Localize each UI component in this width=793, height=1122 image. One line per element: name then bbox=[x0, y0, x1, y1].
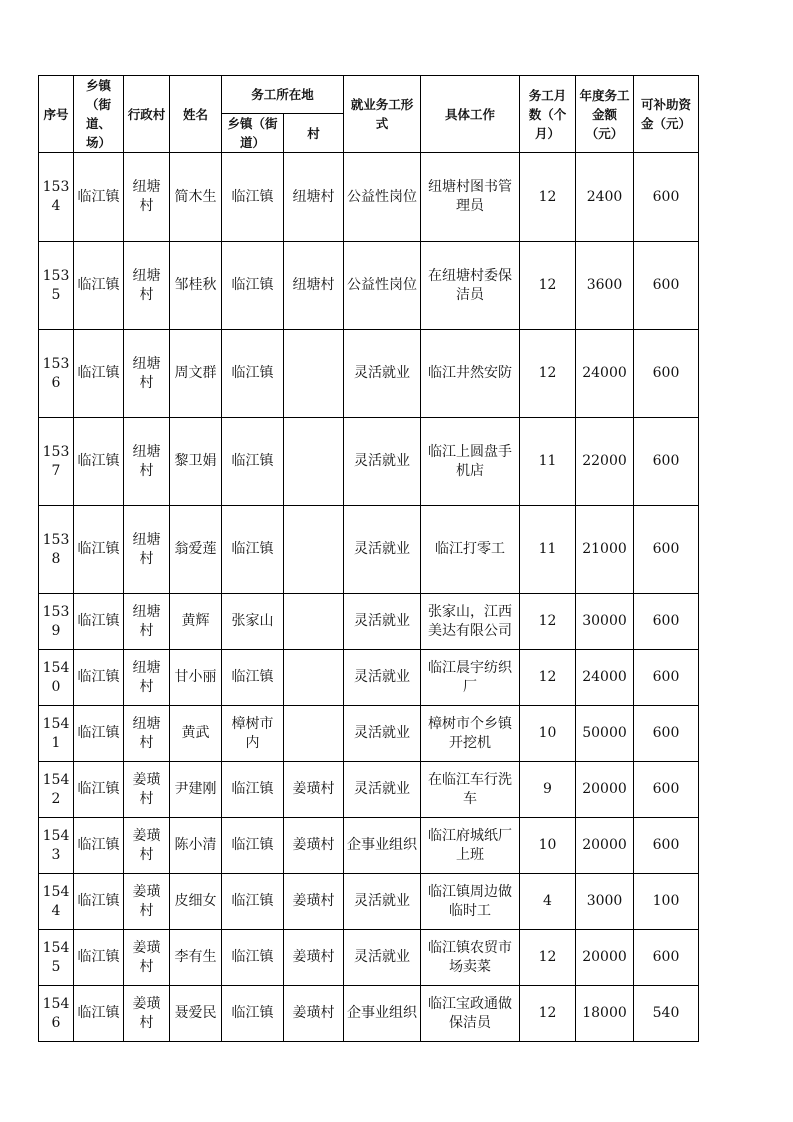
table-row bbox=[39, 153, 699, 242]
months-cell: 12 bbox=[520, 930, 576, 986]
job-cell: 临江井然安防 bbox=[421, 330, 520, 418]
header-job: 具体工作 bbox=[421, 76, 520, 153]
subsidy-cell: 600 bbox=[634, 706, 699, 762]
header-town: 乡镇（街道、场） bbox=[74, 76, 124, 153]
subsidy-cell: 600 bbox=[634, 930, 699, 986]
job-cell: 临江镇周边做临时工 bbox=[421, 874, 520, 930]
table-body bbox=[39, 153, 699, 1042]
header-employment-type: 就业务工形式 bbox=[344, 76, 421, 153]
name-cell: 翁爱莲 bbox=[170, 506, 222, 594]
town-cell: 临江镇 bbox=[74, 330, 124, 418]
employment-type-cell: 灵活就业 bbox=[344, 874, 421, 930]
amount-cell: 18000 bbox=[576, 986, 634, 1042]
work-town-cell: 临江镇 bbox=[222, 506, 284, 594]
work-village-cell bbox=[284, 506, 344, 594]
village-cell: 纽塘村 bbox=[124, 650, 170, 706]
months-cell: 12 bbox=[520, 594, 576, 650]
amount-cell: 24000 bbox=[576, 330, 634, 418]
work-village-cell bbox=[284, 650, 344, 706]
job-cell: 纽塘村图书管理员 bbox=[421, 153, 520, 242]
name-cell: 尹建刚 bbox=[170, 762, 222, 818]
work-village-cell bbox=[284, 594, 344, 650]
seq-cell: 1536 bbox=[39, 330, 74, 418]
village-cell: 纽塘村 bbox=[124, 506, 170, 594]
months-cell: 10 bbox=[520, 818, 576, 874]
town-cell: 临江镇 bbox=[74, 986, 124, 1042]
work-village-cell bbox=[284, 706, 344, 762]
months-cell: 4 bbox=[520, 874, 576, 930]
header-months: 务工月数（个月） bbox=[520, 76, 576, 153]
town-cell: 临江镇 bbox=[74, 650, 124, 706]
village-cell: 纽塘村 bbox=[124, 242, 170, 330]
job-cell: 临江府城纸厂上班 bbox=[421, 818, 520, 874]
work-town-cell: 临江镇 bbox=[222, 762, 284, 818]
seq-cell: 1544 bbox=[39, 874, 74, 930]
amount-cell: 3600 bbox=[576, 242, 634, 330]
work-town-cell: 临江镇 bbox=[222, 242, 284, 330]
table-row bbox=[39, 242, 699, 330]
town-cell: 临江镇 bbox=[74, 594, 124, 650]
subsidy-cell: 600 bbox=[634, 418, 699, 506]
table-row bbox=[39, 706, 699, 762]
town-cell: 临江镇 bbox=[74, 706, 124, 762]
months-cell: 12 bbox=[520, 242, 576, 330]
village-cell: 姜璜村 bbox=[124, 874, 170, 930]
name-cell: 聂爱民 bbox=[170, 986, 222, 1042]
name-cell: 皮细女 bbox=[170, 874, 222, 930]
months-cell: 11 bbox=[520, 418, 576, 506]
job-cell: 临江打零工 bbox=[421, 506, 520, 594]
name-cell: 周文群 bbox=[170, 330, 222, 418]
seq-cell: 1538 bbox=[39, 506, 74, 594]
employment-type-cell: 灵活就业 bbox=[344, 418, 421, 506]
table-row bbox=[39, 506, 699, 594]
amount-cell: 22000 bbox=[576, 418, 634, 506]
table-row bbox=[39, 418, 699, 506]
work-village-cell: 姜璜村 bbox=[284, 818, 344, 874]
work-town-cell: 临江镇 bbox=[222, 874, 284, 930]
employment-type-cell: 企事业组织 bbox=[344, 818, 421, 874]
town-cell: 临江镇 bbox=[74, 153, 124, 242]
work-village-cell: 纽塘村 bbox=[284, 153, 344, 242]
village-cell: 姜璜村 bbox=[124, 818, 170, 874]
employment-type-cell: 灵活就业 bbox=[344, 506, 421, 594]
work-village-cell: 姜璜村 bbox=[284, 986, 344, 1042]
work-village-cell: 姜璜村 bbox=[284, 874, 344, 930]
months-cell: 9 bbox=[520, 762, 576, 818]
work-town-cell: 临江镇 bbox=[222, 418, 284, 506]
village-cell: 纽塘村 bbox=[124, 153, 170, 242]
subsidy-cell: 600 bbox=[634, 818, 699, 874]
header-name: 姓名 bbox=[170, 76, 222, 153]
town-cell: 临江镇 bbox=[74, 242, 124, 330]
work-town-cell: 临江镇 bbox=[222, 930, 284, 986]
subsidy-cell: 600 bbox=[634, 330, 699, 418]
employment-type-cell: 企事业组织 bbox=[344, 986, 421, 1042]
subsidy-cell: 600 bbox=[634, 594, 699, 650]
months-cell: 10 bbox=[520, 706, 576, 762]
amount-cell: 24000 bbox=[576, 650, 634, 706]
employment-type-cell: 公益性岗位 bbox=[344, 153, 421, 242]
work-town-cell: 临江镇 bbox=[222, 153, 284, 242]
table-row bbox=[39, 818, 699, 874]
table-row bbox=[39, 594, 699, 650]
subsidy-cell: 100 bbox=[634, 874, 699, 930]
header-work-village: 村 bbox=[284, 114, 344, 153]
village-cell: 姜璜村 bbox=[124, 762, 170, 818]
seq-cell: 1540 bbox=[39, 650, 74, 706]
seq-cell: 1541 bbox=[39, 706, 74, 762]
table-row bbox=[39, 930, 699, 986]
work-town-cell: 临江镇 bbox=[222, 986, 284, 1042]
amount-cell: 50000 bbox=[576, 706, 634, 762]
work-town-cell: 临江镇 bbox=[222, 330, 284, 418]
job-cell: 张家山，江西美达有限公司 bbox=[421, 594, 520, 650]
subsidy-cell: 600 bbox=[634, 762, 699, 818]
seq-cell: 1537 bbox=[39, 418, 74, 506]
seq-cell: 1542 bbox=[39, 762, 74, 818]
work-town-cell: 临江镇 bbox=[222, 650, 284, 706]
seq-cell: 1546 bbox=[39, 986, 74, 1042]
work-town-cell: 临江镇 bbox=[222, 818, 284, 874]
subsidy-table bbox=[38, 75, 699, 1042]
work-village-cell: 纽塘村 bbox=[284, 242, 344, 330]
job-cell: 在临江车行洗车 bbox=[421, 762, 520, 818]
name-cell: 简木生 bbox=[170, 153, 222, 242]
header-subsidy: 可补助资金（元） bbox=[634, 76, 699, 153]
seq-cell: 1543 bbox=[39, 818, 74, 874]
name-cell: 黄辉 bbox=[170, 594, 222, 650]
name-cell: 黄武 bbox=[170, 706, 222, 762]
work-village-cell: 姜璜村 bbox=[284, 762, 344, 818]
employment-type-cell: 灵活就业 bbox=[344, 650, 421, 706]
header-village: 行政村 bbox=[124, 76, 170, 153]
seq-cell: 1539 bbox=[39, 594, 74, 650]
employment-type-cell: 灵活就业 bbox=[344, 706, 421, 762]
employment-type-cell: 灵活就业 bbox=[344, 762, 421, 818]
work-village-cell bbox=[284, 330, 344, 418]
table-row bbox=[39, 650, 699, 706]
amount-cell: 3000 bbox=[576, 874, 634, 930]
months-cell: 12 bbox=[520, 986, 576, 1042]
job-cell: 临江宝政通做保洁员 bbox=[421, 986, 520, 1042]
header-work-location: 务工所在地 bbox=[222, 76, 344, 114]
employment-type-cell: 灵活就业 bbox=[344, 594, 421, 650]
header-work-town: 乡镇（街道） bbox=[222, 114, 284, 153]
table-row bbox=[39, 986, 699, 1042]
village-cell: 纽塘村 bbox=[124, 594, 170, 650]
employment-type-cell: 公益性岗位 bbox=[344, 242, 421, 330]
employment-type-cell: 灵活就业 bbox=[344, 330, 421, 418]
job-cell: 临江镇农贸市场卖菜 bbox=[421, 930, 520, 986]
name-cell: 陈小清 bbox=[170, 818, 222, 874]
work-town-cell: 樟树市内 bbox=[222, 706, 284, 762]
months-cell: 12 bbox=[520, 330, 576, 418]
amount-cell: 21000 bbox=[576, 506, 634, 594]
village-cell: 纽塘村 bbox=[124, 706, 170, 762]
table-row bbox=[39, 330, 699, 418]
header-amount: 年度务工金额（元） bbox=[576, 76, 634, 153]
subsidy-cell: 600 bbox=[634, 242, 699, 330]
seq-cell: 1534 bbox=[39, 153, 74, 242]
table-row bbox=[39, 874, 699, 930]
work-village-cell bbox=[284, 418, 344, 506]
town-cell: 临江镇 bbox=[74, 762, 124, 818]
job-cell: 临江上圆盘手机店 bbox=[421, 418, 520, 506]
town-cell: 临江镇 bbox=[74, 506, 124, 594]
job-cell: 樟树市个乡镇开挖机 bbox=[421, 706, 520, 762]
town-cell: 临江镇 bbox=[74, 418, 124, 506]
subsidy-cell: 600 bbox=[634, 153, 699, 242]
work-village-cell: 姜璜村 bbox=[284, 930, 344, 986]
name-cell: 甘小丽 bbox=[170, 650, 222, 706]
months-cell: 12 bbox=[520, 153, 576, 242]
village-cell: 纽塘村 bbox=[124, 418, 170, 506]
table-row bbox=[39, 762, 699, 818]
village-cell: 姜璜村 bbox=[124, 986, 170, 1042]
amount-cell: 20000 bbox=[576, 930, 634, 986]
seq-cell: 1545 bbox=[39, 930, 74, 986]
amount-cell: 20000 bbox=[576, 818, 634, 874]
subsidy-cell: 600 bbox=[634, 650, 699, 706]
name-cell: 李有生 bbox=[170, 930, 222, 986]
village-cell: 姜璜村 bbox=[124, 930, 170, 986]
amount-cell: 20000 bbox=[576, 762, 634, 818]
months-cell: 12 bbox=[520, 650, 576, 706]
town-cell: 临江镇 bbox=[74, 930, 124, 986]
seq-cell: 1535 bbox=[39, 242, 74, 330]
subsidy-cell: 540 bbox=[634, 986, 699, 1042]
months-cell: 11 bbox=[520, 506, 576, 594]
name-cell: 邹桂秋 bbox=[170, 242, 222, 330]
work-town-cell: 张家山 bbox=[222, 594, 284, 650]
village-cell: 纽塘村 bbox=[124, 330, 170, 418]
job-cell: 在纽塘村委保洁员 bbox=[421, 242, 520, 330]
amount-cell: 30000 bbox=[576, 594, 634, 650]
town-cell: 临江镇 bbox=[74, 874, 124, 930]
town-cell: 临江镇 bbox=[74, 818, 124, 874]
header-seq: 序号 bbox=[39, 76, 74, 153]
name-cell: 黎卫娟 bbox=[170, 418, 222, 506]
amount-cell: 2400 bbox=[576, 153, 634, 242]
job-cell: 临江晨宇纺织厂 bbox=[421, 650, 520, 706]
subsidy-cell: 600 bbox=[634, 506, 699, 594]
employment-type-cell: 灵活就业 bbox=[344, 930, 421, 986]
table-header bbox=[39, 76, 699, 153]
